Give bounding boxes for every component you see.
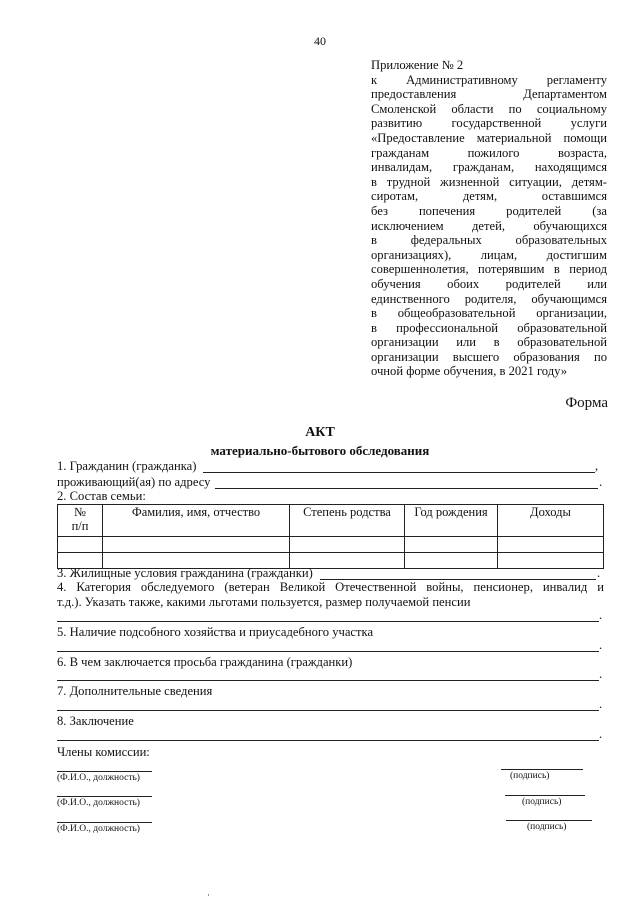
- member-signature-field[interactable]: [505, 795, 585, 796]
- appendix-line: единственного родителя, обучающимся: [371, 291, 607, 306]
- family-table: [57, 504, 604, 569]
- appendix-line: в общеобразовательной организации,: [371, 306, 607, 321]
- table-cell[interactable]: [290, 537, 405, 553]
- request-label: 6. В чем заключается просьба гражданина (гражданки): [57, 655, 353, 669]
- member-signature-field[interactable]: [506, 820, 592, 821]
- appendix-line: исключением детей, обучающихся: [371, 218, 607, 233]
- additional-label: 7. Дополнительные сведения: [57, 684, 213, 698]
- appendix-line: предоставления Департаментом: [371, 87, 607, 102]
- table-cell[interactable]: [498, 537, 604, 553]
- appendix-line: инвалидам, гражданам, находящимся: [371, 160, 607, 175]
- housing-label: 3. Жилищные условия гражданина (гражданки): [57, 566, 313, 580]
- appendix-line: сиротам, детям, оставшимся: [371, 189, 607, 204]
- conclusion-field[interactable]: [57, 740, 599, 741]
- appendix-line: к Административному регламенту: [371, 72, 607, 87]
- request-end: .: [599, 667, 603, 681]
- conclusion-label: 8. Заключение: [57, 714, 134, 728]
- appendix-line: Смоленской области по социальному: [371, 101, 607, 116]
- additional-end: .: [599, 697, 603, 711]
- citizen-end: ,: [595, 459, 599, 473]
- act-subtitle: материально-бытового обследования: [210, 443, 430, 458]
- appendix-title: Приложение № 2: [371, 58, 464, 72]
- column-header-relation: Степень родства: [290, 505, 405, 537]
- member-name-field[interactable]: [57, 796, 152, 797]
- conclusion-end: .: [599, 727, 603, 741]
- table-row: [58, 537, 604, 553]
- appendix-line: в трудной жизненной ситуации, детям-: [371, 174, 607, 189]
- appendix-line: организации или в образовательной: [371, 335, 607, 350]
- member-signature-label: (подпись): [510, 771, 550, 781]
- appendix-line: в федеральных образовательных: [371, 233, 607, 248]
- table-cell[interactable]: [405, 553, 498, 569]
- appendix-line: организациях), лицам, достигшим: [371, 247, 607, 262]
- subsidiary-field[interactable]: [57, 651, 599, 652]
- table-cell[interactable]: [405, 537, 498, 553]
- address-field[interactable]: [215, 488, 598, 489]
- appendix-line: очной форме обучения, в 2021 году»: [371, 364, 568, 379]
- scan-mark: ·: [207, 890, 210, 900]
- member-position-label: (Ф.И.О., должность): [57, 824, 140, 834]
- address-label: проживающий(ая) по адресу: [57, 475, 211, 489]
- appendix-line: гражданам пожилого возраста,: [371, 145, 607, 160]
- column-header-birth-year: Год рождения: [405, 505, 498, 537]
- table-header-row: [58, 505, 604, 537]
- subsidiary-end: .: [599, 638, 603, 652]
- member-name-field[interactable]: [57, 771, 152, 772]
- member-position-label: (Ф.И.О., должность): [57, 798, 140, 808]
- appendix-line: без попечения родителей (за: [371, 203, 607, 218]
- category-end: .: [599, 608, 603, 622]
- act-title: АКТ: [305, 425, 335, 440]
- appendix-line: «Предоставление материальной помощи: [371, 130, 607, 145]
- table-cell[interactable]: [58, 537, 103, 553]
- member-position-label: (Ф.И.О., должность): [57, 773, 140, 783]
- address-end: .: [599, 475, 603, 489]
- category-line-1: 4. Категория обследуемого (ветеран Великой Отечественной войны, пенсионер, инвалид и: [57, 580, 604, 594]
- category-line-2: т.д.). Указать также, какими льготами пользуется, размер получаемой пенсии: [57, 595, 471, 609]
- column-header-name: Фамилия, имя, отчество: [103, 505, 290, 537]
- column-header-number: № п/п: [58, 505, 103, 537]
- member-signature-label: (подпись): [522, 797, 562, 807]
- table-cell[interactable]: [498, 553, 604, 569]
- column-header-income: Доходы: [498, 505, 604, 537]
- subsidiary-label: 5. Наличие подсобного хозяйства и приусадебного участка: [57, 625, 374, 639]
- citizen-label: 1. Гражданин (гражданка): [57, 459, 197, 473]
- member-signature-label: (подпись): [527, 822, 567, 832]
- appendix-line: организации высшего образования по: [371, 349, 607, 364]
- page-number: 40: [314, 34, 326, 48]
- category-field[interactable]: [57, 621, 599, 622]
- appendix-line: совершеннолетия, потерявшим в период: [371, 262, 607, 277]
- appendix-line: обучения обоих родителей или: [371, 276, 607, 291]
- request-field[interactable]: [57, 680, 599, 681]
- appendix-line: развитию государственной услуги: [371, 116, 607, 131]
- member-name-field[interactable]: [57, 822, 152, 823]
- family-label: 2. Состав семьи:: [57, 489, 146, 503]
- citizen-field[interactable]: [203, 472, 595, 473]
- table-cell[interactable]: [103, 537, 290, 553]
- appendix-line: в профессиональной образовательной: [371, 320, 607, 335]
- commission-label: Члены комиссии:: [57, 745, 150, 759]
- member-signature-field[interactable]: [501, 769, 583, 770]
- form-label: Форма: [565, 395, 608, 411]
- housing-end: .: [597, 566, 601, 580]
- appendix-header: [371, 58, 607, 379]
- additional-field[interactable]: [57, 710, 599, 711]
